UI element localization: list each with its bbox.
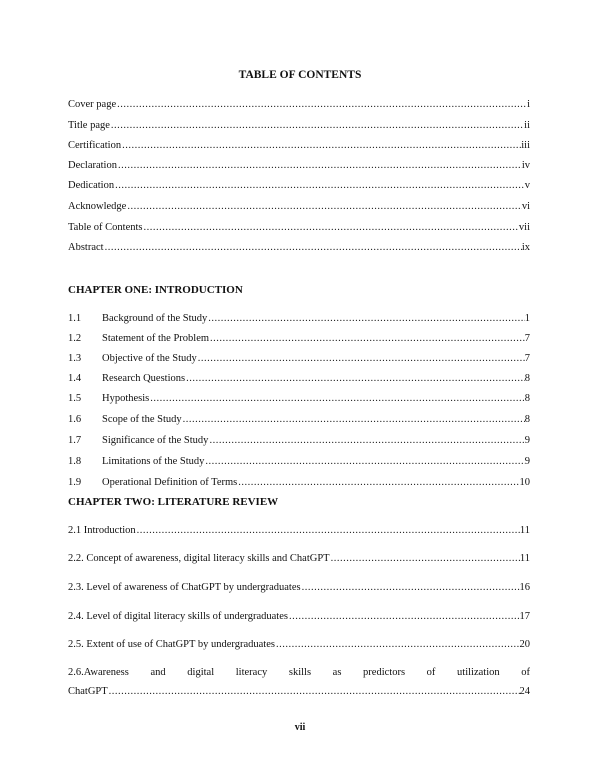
toc-entry[interactable] bbox=[68, 140, 530, 154]
toc-entry[interactable] bbox=[68, 553, 530, 567]
toc-entry-label: Abstract bbox=[68, 242, 104, 253]
toc-entry-label: ChatGPT bbox=[68, 686, 108, 697]
toc-entry-page: 24 bbox=[519, 686, 530, 697]
leader-dots bbox=[197, 353, 525, 364]
justified-word: 2.6.Awareness bbox=[68, 667, 129, 678]
toc-entry[interactable] bbox=[68, 393, 530, 407]
toc-entry[interactable] bbox=[68, 639, 530, 653]
toc-entry-page: iv bbox=[521, 160, 530, 171]
toc-entry[interactable] bbox=[68, 582, 530, 596]
toc-entry-page: 1 bbox=[524, 313, 530, 324]
leader-dots bbox=[185, 373, 525, 384]
toc-entry-label: Cover page bbox=[68, 99, 117, 110]
leader-dots bbox=[121, 140, 521, 151]
toc-entry-page: v bbox=[524, 180, 530, 191]
toc-entry-label: 2.4. Level of digital literacy skills of undergraduates bbox=[68, 611, 288, 622]
toc-entry-page: 11 bbox=[519, 525, 530, 536]
toc-entry[interactable] bbox=[68, 222, 530, 236]
page-title: TABLE OF CONTENTS bbox=[238, 69, 362, 81]
toc-entry-multiline-first[interactable] bbox=[68, 667, 530, 678]
toc-entry-label: 2.3. Level of awareness of ChatGPT by undergraduates bbox=[68, 582, 301, 593]
leader-dots bbox=[136, 525, 520, 536]
toc-entry[interactable] bbox=[68, 99, 530, 113]
justified-word: of bbox=[521, 667, 530, 678]
leader-dots bbox=[114, 180, 525, 191]
chapter-two-heading: CHAPTER TWO: LITERATURE REVIEW bbox=[68, 496, 279, 508]
toc-entry-label: Table of Contents bbox=[68, 222, 143, 233]
toc-entry-number: 1.2 bbox=[68, 333, 82, 344]
toc-entry-page: 16 bbox=[519, 582, 530, 593]
leader-dots bbox=[104, 242, 522, 253]
toc-entry-label: 2.1 Introduction bbox=[68, 525, 136, 536]
toc-entry-page: 8 bbox=[524, 393, 530, 404]
toc-entry[interactable] bbox=[68, 242, 530, 256]
toc-entry-page: 17 bbox=[519, 611, 530, 622]
toc-entry-page: ix bbox=[521, 242, 530, 253]
toc-entry[interactable] bbox=[68, 456, 530, 470]
toc-entry-page: ii bbox=[524, 120, 530, 131]
toc-entry[interactable] bbox=[68, 477, 530, 491]
toc-entry-label: Acknowledge bbox=[68, 201, 127, 212]
leader-dots bbox=[275, 639, 520, 650]
toc-entry[interactable] bbox=[68, 201, 530, 215]
toc-entry-number: 1.7 bbox=[68, 435, 82, 446]
justified-word: and bbox=[150, 667, 166, 678]
toc-entry[interactable] bbox=[68, 160, 530, 174]
leader-dots bbox=[143, 222, 519, 233]
toc-entry-label: Certification bbox=[68, 140, 122, 151]
toc-entry[interactable] bbox=[68, 333, 530, 347]
toc-entry-number: 1.5 bbox=[68, 393, 82, 404]
leader-dots bbox=[237, 477, 519, 488]
toc-entry-page: i bbox=[527, 99, 530, 110]
justified-word: predictors bbox=[363, 667, 406, 678]
justified-word: literacy bbox=[235, 667, 268, 678]
justified-word: digital bbox=[187, 667, 215, 678]
toc-entry-label: Operational Definition of Terms bbox=[102, 477, 238, 488]
toc-entry-number: 1.3 bbox=[68, 353, 82, 364]
leader-dots bbox=[209, 333, 525, 344]
leader-dots bbox=[149, 393, 525, 404]
toc-entry-page: 11 bbox=[519, 553, 530, 564]
justified-word: skills bbox=[288, 667, 312, 678]
toc-entry-label: Limitations of the Study bbox=[102, 456, 205, 467]
toc-entry-page: 9 bbox=[524, 456, 530, 467]
toc-entry-label: 2.2. Concept of awareness, digital literacy skills and ChatGPT bbox=[68, 553, 330, 564]
toc-entry[interactable] bbox=[68, 353, 530, 367]
toc-entry-page: 10 bbox=[519, 477, 530, 488]
chapter-one-heading: CHAPTER ONE: INTRODUCTION bbox=[68, 284, 243, 296]
justified-word: as bbox=[332, 667, 342, 678]
leader-dots bbox=[108, 686, 520, 697]
toc-entry-label: Hypothesis bbox=[102, 393, 150, 404]
leader-dots bbox=[301, 582, 520, 593]
toc-entry[interactable] bbox=[68, 313, 530, 327]
toc-entry-label: Research Questions bbox=[102, 373, 186, 384]
toc-entry-multiline-second[interactable] bbox=[68, 686, 530, 700]
toc-entry-label: Statement of the Problem bbox=[102, 333, 210, 344]
toc-entry-label: Scope of the Study bbox=[102, 414, 182, 425]
toc-entry-label: Dedication bbox=[68, 180, 115, 191]
toc-entry-number: 1.9 bbox=[68, 477, 82, 488]
leader-dots bbox=[126, 201, 522, 212]
justified-word: of bbox=[426, 667, 436, 678]
toc-entry-page: 9 bbox=[524, 435, 530, 446]
toc-entry-page: vii bbox=[518, 222, 530, 233]
justified-word: utilization bbox=[457, 667, 500, 678]
toc-entry-label: Objective of the Study bbox=[102, 353, 197, 364]
leader-dots bbox=[117, 160, 522, 171]
toc-entry[interactable] bbox=[68, 414, 530, 428]
toc-entry[interactable] bbox=[68, 180, 530, 194]
toc-entry[interactable] bbox=[68, 120, 530, 134]
toc-entry-page: 8 bbox=[524, 373, 530, 384]
toc-entry-number: 1.6 bbox=[68, 414, 82, 425]
leader-dots bbox=[116, 99, 527, 110]
toc-entry-number: 1.4 bbox=[68, 373, 82, 384]
toc-entry-number: 1.8 bbox=[68, 456, 82, 467]
toc-entry-page: iii bbox=[521, 140, 530, 151]
toc-entry-page: 7 bbox=[524, 353, 530, 364]
leader-dots bbox=[288, 611, 520, 622]
toc-entry-label: Declaration bbox=[68, 160, 117, 171]
toc-entry[interactable] bbox=[68, 435, 530, 449]
leader-dots bbox=[110, 120, 524, 131]
toc-entry-label: Title page bbox=[68, 120, 110, 131]
leader-dots bbox=[207, 313, 524, 324]
toc-entry-page: 7 bbox=[524, 333, 530, 344]
page-number: vii bbox=[294, 722, 306, 733]
toc-entry-label: Background of the Study bbox=[102, 313, 208, 324]
toc-entry-label: 2.5. Extent of use of ChatGPT by undergraduates bbox=[68, 639, 275, 650]
toc-entry[interactable] bbox=[68, 611, 530, 625]
toc-entry-number: 1.1 bbox=[68, 313, 82, 324]
leader-dots bbox=[330, 553, 520, 564]
toc-entry[interactable] bbox=[68, 525, 530, 539]
toc-entry-label: Significance of the Study bbox=[102, 435, 209, 446]
toc-entry-page: 8 bbox=[524, 414, 530, 425]
toc-entry[interactable] bbox=[68, 373, 530, 387]
leader-dots bbox=[208, 435, 524, 446]
leader-dots bbox=[182, 414, 525, 425]
toc-entry-page: 20 bbox=[519, 639, 530, 650]
toc-entry-page: vi bbox=[521, 201, 530, 212]
leader-dots bbox=[204, 456, 524, 467]
